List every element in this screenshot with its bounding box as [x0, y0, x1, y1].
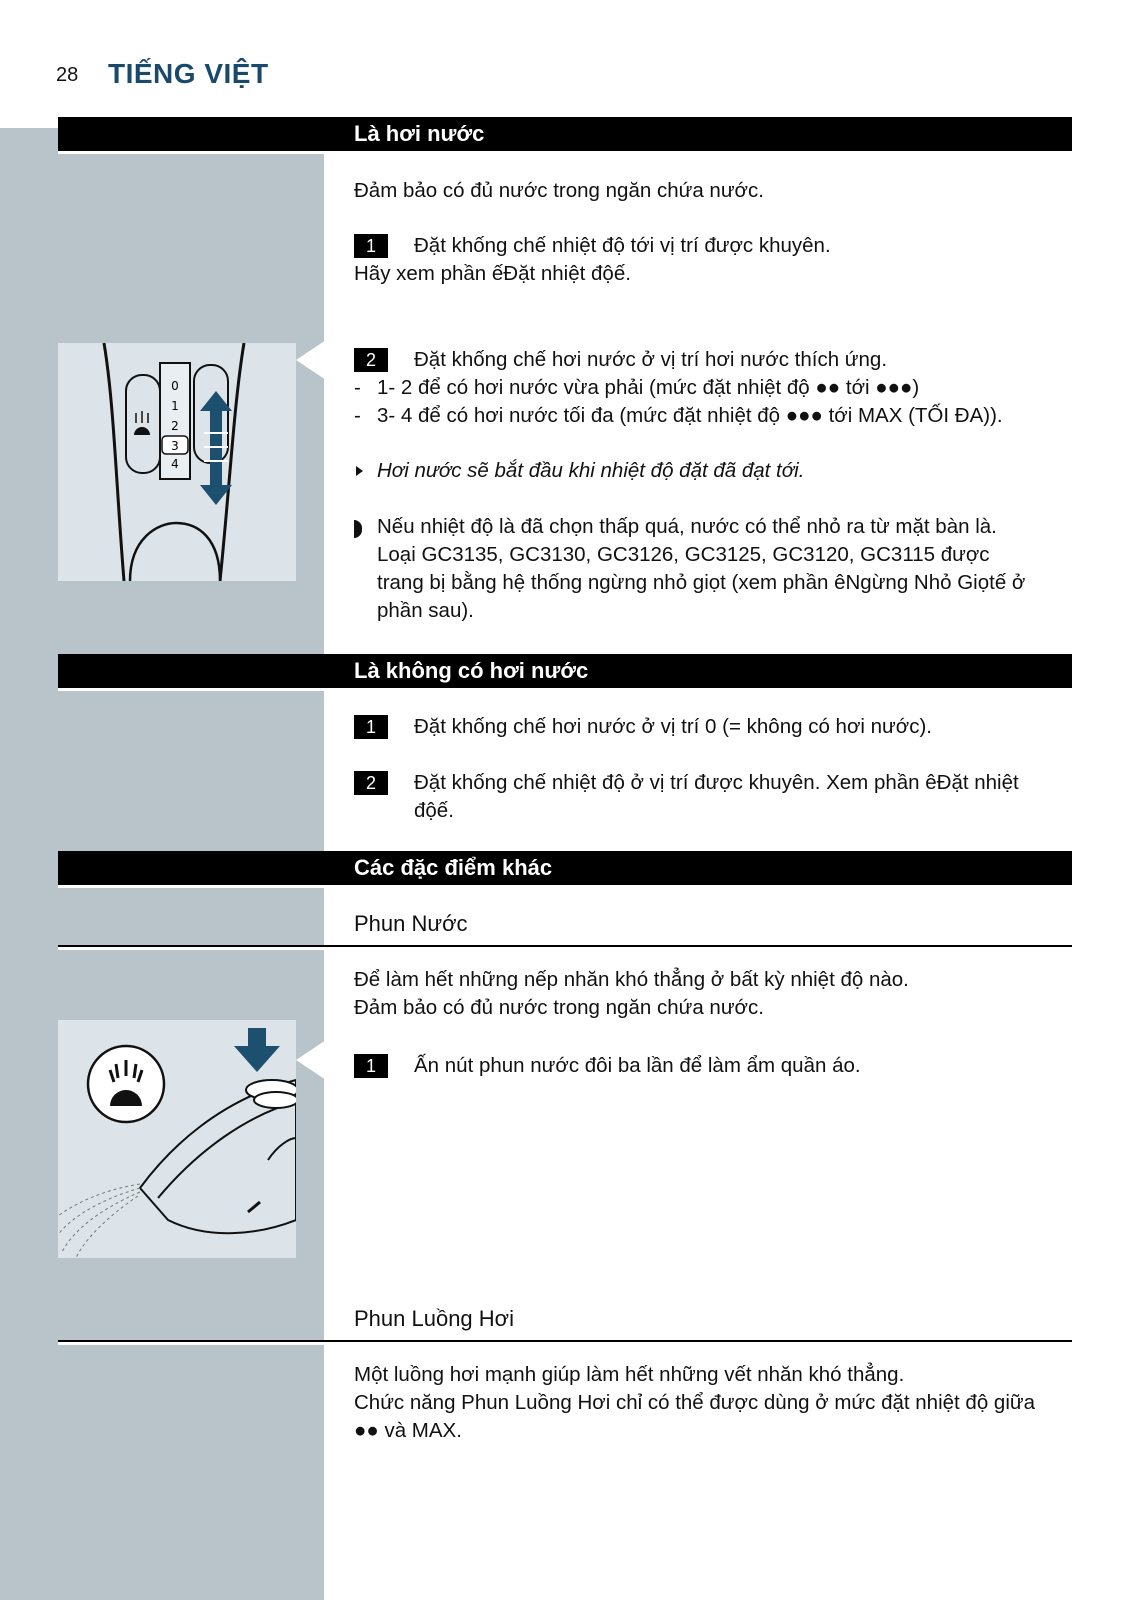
step-text: Đặt khống chế hơi nước ở vị trí 0 (= không có hơi nước).	[414, 715, 932, 738]
shot-line: Một luồng hơi mạnh giúp làm hết những vết nhăn khó thẳng.	[354, 1363, 905, 1386]
white-band	[58, 151, 324, 154]
section-bar-dry	[58, 654, 1072, 688]
dash-item-1: 1- 2 để có hơi nước vừa phải (mức đặt nhiệt độ ●● tới ●●●)	[377, 376, 920, 399]
spray-line: Để làm hết những nếp nhăn khó thẳng ở bất kỳ nhiệt độ nào.	[354, 968, 909, 991]
note-line: trang bị bằng hệ thống ngừng nhỏ giọt (xem phần êNgừng Nhỏ Giọtế ở	[377, 571, 1026, 594]
step-number: 1	[354, 1054, 388, 1078]
page-number: 28	[56, 64, 79, 86]
step-text: Đặt khống chế hơi nước ở vị trí hơi nước thích ứng.	[414, 348, 888, 371]
section-title-dry: Là không có hơi nước	[354, 658, 589, 683]
step-number: 1	[354, 234, 388, 258]
dash-item-2: 3- 4 để có hơi nước tối đa (mức đặt nhiệt độ ●●● tới MAX (TỐI ĐA)).	[377, 404, 1003, 427]
white-band	[58, 885, 324, 888]
steam-intro: Đảm bảo có đủ nước trong ngăn chứa nước.	[354, 179, 764, 202]
step-text-cont: độế.	[414, 799, 454, 822]
result-triangle-icon	[356, 466, 363, 476]
step-text: Đặt khống chế nhiệt độ tới vị trí được khuyên.	[414, 234, 831, 257]
dial-label-4: 4	[171, 457, 179, 471]
step-number: 1	[354, 715, 388, 739]
note-line: Loại GC3135, GC3130, GC3126, GC3125, GC3120, GC3115 được	[377, 543, 990, 566]
note-line: phần sau).	[377, 599, 474, 622]
step-number: 2	[354, 771, 388, 795]
spray-line: Đảm bảo có đủ nước trong ngăn chứa nước.	[354, 996, 764, 1019]
steam-dial-illustration	[58, 343, 296, 581]
result-text: Hơi nước sẽ bắt đầu khi nhiệt độ đặt đã đạt tới.	[377, 459, 805, 482]
step-number: 2	[354, 348, 388, 372]
spray-illustration	[58, 1020, 296, 1258]
white-band	[58, 947, 324, 950]
dial-label-3: 3	[171, 439, 179, 453]
white-band	[58, 688, 324, 691]
note-half-circle-icon	[354, 520, 362, 538]
section-title-other: Các đặc điểm khác	[354, 855, 553, 880]
dial-label-1: 1	[171, 399, 179, 413]
callout-pointer	[296, 340, 326, 380]
step-text: Đặt khống chế nhiệt độ ở vị trí được khuyên. Xem phần êĐặt nhiệt	[414, 771, 1019, 794]
section-bar-other	[58, 851, 1072, 885]
dial-label-0: 0	[171, 379, 179, 393]
shot-line: ●● và MAX.	[354, 1419, 462, 1442]
dash-mark: -	[354, 376, 361, 399]
section-title-steam: Là hơi nước	[354, 121, 485, 146]
section-bar-steam	[58, 117, 1072, 151]
callout-pointer	[296, 1040, 326, 1080]
step-subtext: Hãy xem phần ếĐặt nhiệt độế.	[354, 262, 631, 285]
white-band	[58, 1342, 324, 1345]
subheading-shot: Phun Luồng Hơi	[354, 1306, 514, 1331]
shot-line: Chức năng Phun Luồng Hơi chỉ có thể được dùng ở mức đặt nhiệt độ giữa	[354, 1391, 1036, 1414]
dial-label-2: 2	[171, 419, 179, 433]
language-title: TIẾNG VIỆT	[108, 58, 269, 89]
step-text: Ấn nút phun nước đôi ba lần để làm ẩm quần áo.	[414, 1054, 861, 1077]
subheading-spray: Phun Nước	[354, 911, 468, 936]
dash-mark: -	[354, 404, 361, 427]
note-line: Nếu nhiệt độ là đã chọn thấp quá, nước có thể nhỏ ra từ mặt bàn là.	[377, 515, 997, 538]
